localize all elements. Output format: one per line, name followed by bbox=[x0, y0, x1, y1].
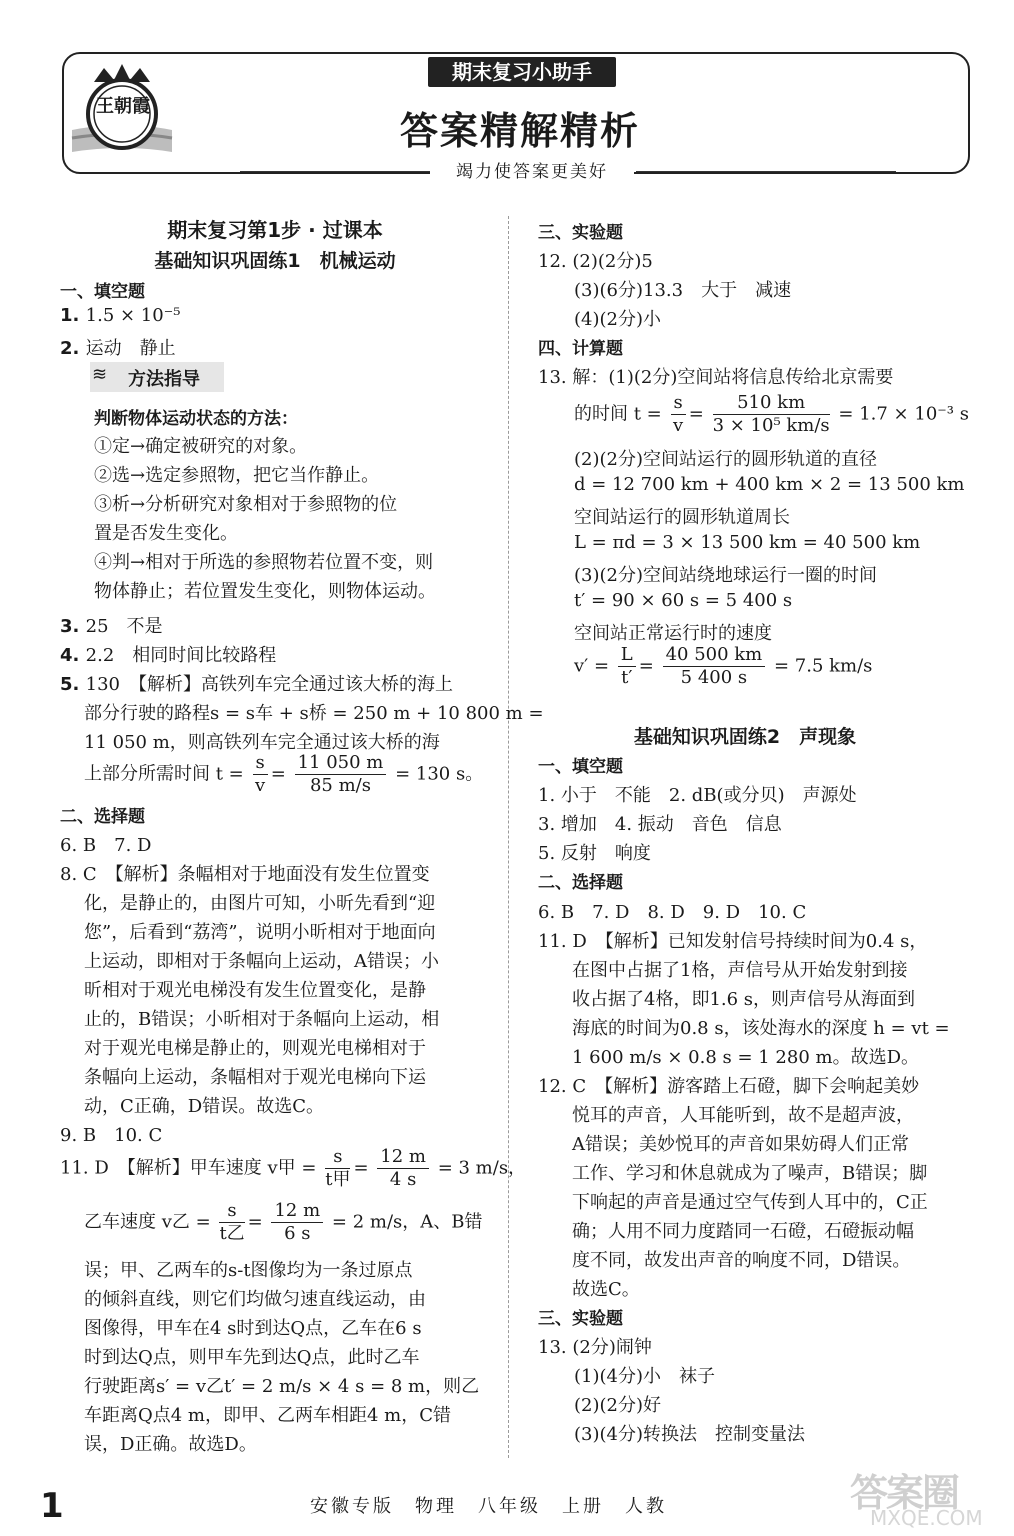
answer-12-line: (3)(6分)13.3 大于 减速 bbox=[574, 280, 792, 301]
answer-8-line: 昕相对于观光电梯没有发生位置变化，是静 bbox=[84, 980, 426, 1001]
answer-11-formula: 11. D 【解析】甲车速度 v甲 = $\frac{s}{\text{t甲}}$ = $\frac{12 m}{4 s}$ = 3 m/s， bbox=[60, 1146, 527, 1190]
header-tag: 期末复习小助手 bbox=[428, 57, 616, 87]
answer-12-line: 故选C。 bbox=[572, 1279, 640, 1300]
answer-13-line: (3)(2分)空间站绕地球运行一圈的时间 bbox=[574, 565, 877, 586]
answer-13-line: (3)(4分)转换法 控制变量法 bbox=[574, 1424, 805, 1445]
method-title: 判断物体运动状态的方法： bbox=[94, 409, 298, 429]
slogan: 竭力使答案更美好 bbox=[430, 157, 634, 182]
answer-13: 13. 解：(1)(2分)空间站将信息传给北京需要 bbox=[538, 367, 894, 388]
method-step: ②选→选定参照物，把它当作静止。 bbox=[94, 465, 380, 486]
answer-13-line: (2)(2分)空间站运行的圆形轨道的直径 bbox=[574, 449, 877, 470]
answer-13: 13. (2分)闹钟 bbox=[538, 1337, 652, 1358]
method-step: ③析→分析研究对象相对于参照物的位 bbox=[94, 494, 398, 515]
method-tag: 方法指导 bbox=[128, 369, 200, 390]
answer-8-line: 止的，B错误；小昕相对于条幅向上运动，相 bbox=[84, 1009, 440, 1030]
footer-info: 安徽专版 物理 八年级 上册 人教 bbox=[310, 1496, 667, 1517]
answer-11-line: 1 600 m/s × 0.8 s = 1 280 m。故选D。 bbox=[572, 1047, 920, 1068]
answer-11-line: 图像得，甲车在4 s时到达Q点，乙车在6 s bbox=[84, 1318, 422, 1339]
answer-13-line: (1)(4分)小 袜子 bbox=[574, 1366, 715, 1387]
answer-11: 11. D 【解析】已知发射信号持续时间为0.4 s， bbox=[538, 931, 928, 952]
answer-13-formula: v′ = $\frac{L}{t'}$ = $\frac{40 500 km}{5 400 s}$ = 7.5 km/s bbox=[574, 644, 873, 688]
answer-12-line: 确；人用不同力度踏同一石磴，石磴振动幅 bbox=[572, 1221, 914, 1242]
answer-12: 12. C 【解析】游客踏上石磴，脚下会响起美妙 bbox=[538, 1076, 920, 1097]
answer-13-formula: 的时间 t = $\frac{s}{v}$ = $\frac{510 km}{\text{3 × 10⁵ km/s}}$ = 1.7 × 10⁻³ s bbox=[574, 392, 969, 436]
answer-8-line: 对于观光电梯是静止的，则观光电梯相对于 bbox=[84, 1038, 426, 1059]
answer-13-line: d = 12 700 km + 400 km × 2 = 13 500 km bbox=[574, 474, 965, 495]
section-heading: 期末复习第1步 · 过课本 bbox=[167, 218, 383, 242]
answer-8-line: 上运动，即相对于条幅向上运动，A错误；小 bbox=[84, 951, 439, 972]
answer-3-4: 3. 增加 4. 振动 音色 信息 bbox=[538, 814, 782, 835]
answer-11-line: 海底的时间为0.8 s，该处海水的深度 h = vt = bbox=[572, 1018, 950, 1039]
method-step-cont: 物体静止；若位置发生变化，则物体运动。 bbox=[94, 581, 436, 602]
answer-11-line: 的倾斜直线，则它们均做匀速直线运动，由 bbox=[84, 1289, 426, 1310]
answer-12-line: (4)(2分)小 bbox=[574, 309, 661, 330]
answer-13-line: 空间站运行的圆形轨道周长 bbox=[574, 507, 790, 528]
answer-12-line: 下响起的声音是通过空气传到人耳中的，C正 bbox=[572, 1192, 928, 1213]
answer-12-line: 悦耳的声音，人耳能听到，故不是超声波， bbox=[572, 1105, 914, 1126]
answer-1-2: 1. 小于 不能 2. dB(或分贝) 声源处 bbox=[538, 785, 857, 806]
answer-9-10: 9. B 10. C bbox=[60, 1125, 163, 1146]
fill-blank-heading: 一、填空题 bbox=[60, 282, 145, 302]
answer-12-line: A错误；美妙悦耳的声音如果妨碍人们正常 bbox=[572, 1134, 909, 1155]
answer-13-line: 空间站正常运行时的速度 bbox=[574, 623, 772, 644]
wave-icon: ≋ bbox=[92, 364, 108, 385]
answer-3: 3. 25 不是 bbox=[60, 616, 163, 637]
answer-11-line: 误，D正确。故选D。 bbox=[84, 1434, 257, 1455]
method-step-cont: 置是否发生变化。 bbox=[94, 523, 238, 544]
answer-6-10: 6. B 7. D 8. D 9. D 10. C bbox=[538, 902, 807, 923]
answer-1: 1. 1.5 × 10⁻⁵ bbox=[60, 305, 181, 326]
answer-5-line: 部分行驶的路程s = s车 + s桥 = 250 m + 10 800 m = bbox=[84, 703, 544, 724]
page-number: 1 bbox=[40, 1486, 64, 1526]
answer-5-formula: 上部分所需时间 t = $\frac{s}{v}$ = $\frac{11 050 m}{85 m/s}$ = 130 s。 bbox=[84, 752, 484, 796]
answer-13-line: t′ = 90 × 60 s = 5 400 s bbox=[574, 590, 793, 611]
method-step: ①定→确定被研究的对象。 bbox=[94, 436, 308, 457]
answer-12-line: 工作、学习和休息就成为了噪声，B错误；脚 bbox=[572, 1163, 928, 1184]
answer-11-line: 车距离Q点4 m，即甲、乙两车相距4 m，C错 bbox=[84, 1405, 452, 1426]
watermark-logo: 答案圈 bbox=[850, 1471, 959, 1515]
answer-4: 4. 2.2 相同时间比较路程 bbox=[60, 645, 277, 666]
calc-heading: 四、计算题 bbox=[538, 339, 623, 359]
answer-12: 12. (2)(2分)5 bbox=[538, 251, 653, 272]
answer-5-line: 11 050 m，则高铁列车完全通过该大桥的海 bbox=[84, 732, 440, 753]
method-step: ④判→相对于所选的参照物若位置不变，则 bbox=[94, 552, 434, 573]
answer-12-line: 度不同，故发出声音的响度不同，D错误。 bbox=[572, 1250, 911, 1271]
answer-8-line: 条幅向上运动，条幅相对于观光电梯向下运 bbox=[84, 1067, 426, 1088]
experiment-heading: 三、实验题 bbox=[538, 1309, 623, 1329]
answer-6-7: 6. B 7. D bbox=[60, 835, 152, 856]
choice-heading: 二、选择题 bbox=[60, 807, 145, 827]
answer-5: 5. 130 【解析】高铁列车完全通过该大桥的海上 bbox=[60, 674, 453, 695]
answer-8-line: 动，C正确，D错误。故选C。 bbox=[84, 1096, 324, 1117]
answer-11-line: 时到达Q点，则甲车先到达Q点，此时乙车 bbox=[84, 1347, 420, 1368]
answer-11-line: 收占据了4格，即1.6 s，则声信号从海面到 bbox=[572, 989, 916, 1010]
answer-11-line: 行驶距离s′ = v乙t′ = 2 m/s × 4 s = 8 m，则乙 bbox=[84, 1376, 480, 1397]
answer-8-line: 您”，后看到“荔湾”，说明小昕相对于地面向 bbox=[84, 922, 436, 943]
watermark-url: MXQE.COM bbox=[870, 1506, 983, 1530]
logo-text: 王朝霞 bbox=[96, 96, 150, 117]
answer-8-line: 化，是静止的，由图片可知，小昕先看到“迎 bbox=[84, 893, 436, 914]
choice-heading: 二、选择题 bbox=[538, 873, 623, 893]
answer-8: 8. C 【解析】条幅相对于地面没有发生位置变 bbox=[60, 864, 430, 885]
unit-heading: 基础知识巩固练2 声现象 bbox=[633, 726, 857, 748]
experiment-heading: 三、实验题 bbox=[538, 223, 623, 243]
unit-heading: 基础知识巩固练1 机械运动 bbox=[154, 250, 396, 272]
answer-5: 5. 反射 响度 bbox=[538, 843, 651, 864]
answer-13-line: (2)(2分)好 bbox=[574, 1395, 661, 1416]
answer-13-line: L = πd = 3 × 13 500 km = 40 500 km bbox=[574, 532, 921, 553]
answer-2: 2. 运动 静止 bbox=[60, 338, 176, 359]
answer-11-formula: 乙车速度 v乙 = $\frac{s}{\text{t乙}}$ = $\frac{12 m}{6 s}$ = 2 m/s，A、B错 bbox=[84, 1200, 483, 1244]
answer-11-line: 误；甲、乙两车的s-t图像均为一条过原点 bbox=[84, 1260, 413, 1281]
page-title: 答案精解精析 bbox=[399, 109, 640, 153]
answer-11-line: 在图中占据了1格，声信号从开始发射到接 bbox=[572, 960, 908, 981]
fill-blank-heading: 一、填空题 bbox=[538, 757, 623, 777]
